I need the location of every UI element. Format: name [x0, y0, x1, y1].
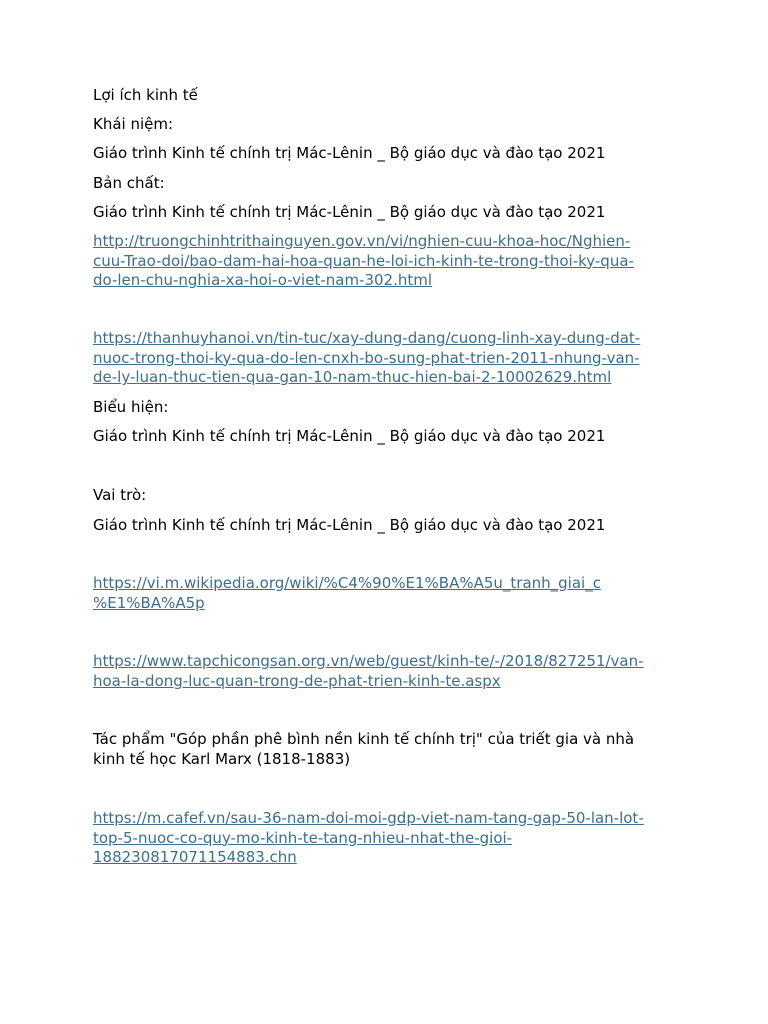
karl-marx-line: kinh tế học Karl Marx (1818-1883) [93, 749, 351, 768]
karl-marx-line: Tác phẩm "Góp phần phê bình nền kinh tế chính trị" của triết gia và nhà [93, 730, 635, 748]
link-line: de-ly-luan-thuc-tien-qua-gan-10-nam-thuc-hien-bai-2-10002629.html [93, 368, 612, 387]
link-line: 188230817071154883.chn [93, 848, 297, 867]
reference-textbook-3: Giáo trình Kinh tế chính trị Mác-Lênin _ Bộ giáo dục và đào tạo 2021 [93, 427, 606, 445]
reference-link-wikipedia[interactable] [93, 574, 601, 613]
document-heading: Lợi ích kinh tế [93, 86, 198, 104]
reference-textbook-2: Giáo trình Kinh tế chính trị Mác-Lênin _ Bộ giáo dục và đào tạo 2021 [93, 203, 606, 221]
link-line: %E1%BA%A5p [93, 593, 205, 612]
link-line: https://vi.m.wikipedia.org/wiki/%C4%90%E1%BA%A5u_tranh_giai_c [93, 574, 601, 592]
karl-marx-reference [93, 730, 634, 769]
reference-textbook-1: Giáo trình Kinh tế chính trị Mác-Lênin _ Bộ giáo dục và đào tạo 2021 [93, 144, 606, 162]
reference-link-tapchicongsan[interactable] [93, 652, 644, 691]
reference-link-thanhuyhanoi[interactable] [93, 329, 640, 388]
link-line: hoa-la-dong-luc-quan-trong-de-phat-trien-kinh-te.aspx [93, 671, 501, 690]
link-line: nuoc-trong-thoi-ky-qua-do-len-cnxh-bo-sung-phat-trien-2011-nhung-van- [93, 348, 640, 367]
reference-link-cafef[interactable] [93, 809, 644, 868]
link-line: https://m.cafef.vn/sau-36-nam-doi-moi-gdp-viet-nam-tang-gap-50-lan-lot- [93, 809, 644, 827]
link-line: top-5-nuoc-co-quy-mo-kinh-te-tang-nhieu-nhat-the-gioi- [93, 828, 513, 847]
bieu-hien-label: Biểu hiện: [93, 398, 169, 416]
reference-textbook-4: Giáo trình Kinh tế chính trị Mác-Lênin _ Bộ giáo dục và đào tạo 2021 [93, 516, 606, 534]
link-line: do-len-chu-nghia-xa-hoi-o-viet-nam-302.html [93, 271, 433, 290]
khai-niem-label: Khái niệm: [93, 115, 174, 133]
link-line: http://truongchinhtrithainguyen.gov.vn/vi/nghien-cuu-khoa-hoc/Nghien- [93, 232, 631, 250]
reference-link-truongchinhtri[interactable] [93, 232, 634, 291]
vai-tro-label: Vai trò: [93, 486, 147, 504]
link-line: cuu-Trao-doi/bao-dam-hai-hoa-quan-he-loi-ich-kinh-te-trong-thoi-ky-qua- [93, 251, 634, 270]
ban-chat-label: Bản chất: [93, 174, 165, 192]
link-line: https://thanhuyhanoi.vn/tin-tuc/xay-dung-dang/cuong-linh-xay-dung-dat- [93, 329, 641, 347]
link-line: https://www.tapchicongsan.org.vn/web/guest/kinh-te/-/2018/827251/van- [93, 652, 644, 670]
